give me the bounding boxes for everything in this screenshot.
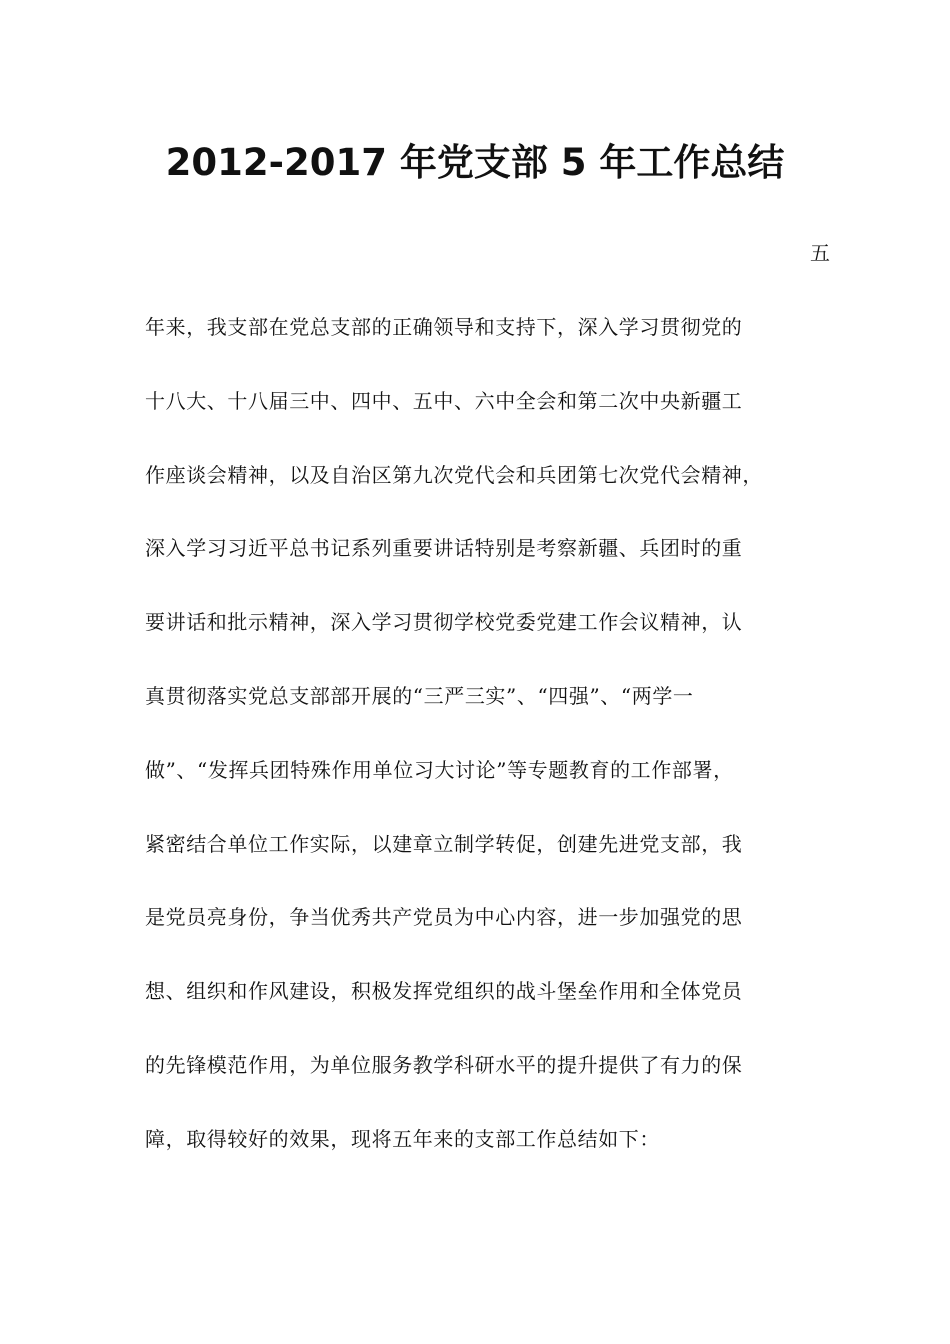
paragraph-body	[145, 312, 835, 1198]
paragraph-line: 紧密结合单位工作实际，以建章立制学转促，创建先进党支部，我	[145, 831, 743, 856]
paragraph-line: 作座谈会精神，以及自治区第九次党代会和兵团第七次党代会精神，	[145, 462, 763, 487]
paragraph-line: 年来，我支部在党总支部的正确领导和支持下，深入学习贯彻党的	[145, 315, 743, 339]
paragraph-line: 是党员亮身份，争当优秀共产党员为中心内容，进一步加强党的思	[145, 905, 743, 930]
paragraph-line: 真贯彻落实党总支部部开展的“三严三实”、“四强”、“两学一	[145, 683, 694, 708]
paragraph-line: 障，取得较好的效果，现将五年来的支部工作总结如下：	[145, 1126, 660, 1151]
document-title: 2012-2017 年党支部 5 年工作总结	[165, 141, 785, 184]
paragraph-line: 要讲话和批示精神，深入学习贯彻学校党委党建工作会议精神，认	[145, 610, 743, 635]
paragraph-line: 做”、“发挥兵团特殊作用单位习大讨论”等专题教育的工作部署，	[145, 757, 734, 782]
paragraph-line: 想、组织和作风建设，积极发挥党组织的战斗堡垒作用和全体党员	[145, 979, 743, 1004]
paragraph-line: 的先锋模范作用，为单位服务教学科研水平的提升提供了有力的保	[145, 1052, 743, 1077]
paragraph-first-word: 五	[810, 241, 830, 265]
paragraph-line: 深入学习习近平总书记系列重要讲话特别是考察新疆、兵团时的重	[145, 536, 743, 561]
paragraph-line: 十八大、十八届三中、四中、五中、六中全会和第二次中央新疆工	[145, 388, 743, 413]
